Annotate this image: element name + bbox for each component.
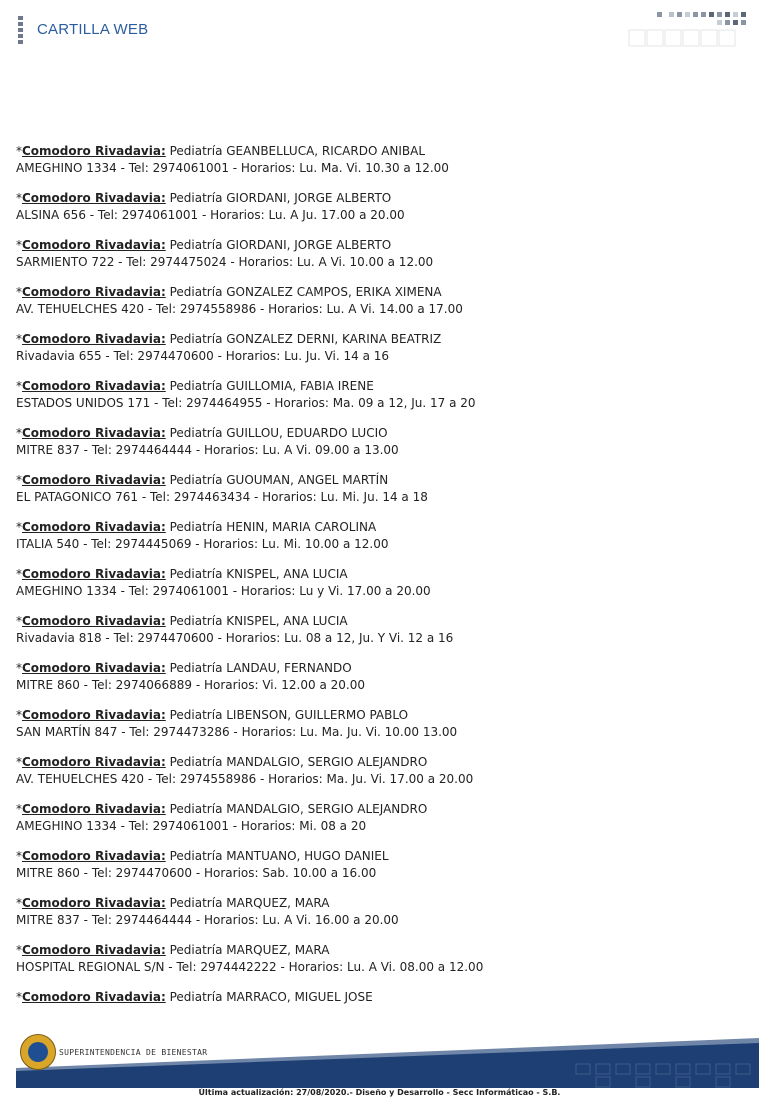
header-bar-icon — [18, 16, 23, 46]
list-item — [16, 284, 736, 331]
provider-name: GUOUMAN, ANGEL MARTÍN — [226, 473, 389, 487]
provider-details: MITRE 837 - Tel: 2974464444 - Horarios: Lu. A Vi. 16.00 a 20.00 — [16, 913, 399, 927]
provider-details: MITRE 860 - Tel: 2974470600 - Horarios: Sab. 10.00 a 16.00 — [16, 866, 377, 880]
specialty-label: Pediatría — [169, 332, 223, 346]
city-label: Comodoro Rivadavia: — [22, 426, 166, 440]
provider-details: AV. TEHUELCHES 420 - Tel: 2974558986 - Horarios: Ma. Ju. Vi. 17.00 a 20.00 — [16, 772, 474, 786]
specialty-label: Pediatría — [169, 379, 223, 393]
specialty-label: Pediatría — [169, 238, 223, 252]
city-label: Comodoro Rivadavia: — [22, 285, 166, 299]
provider-name: MANTUANO, HUGO DANIEL — [226, 849, 389, 863]
entry-heading: *Comodoro Rivadavia: Pediatría GEANBELLUCA, RICARDO ANIBAL — [16, 144, 426, 158]
provider-name: LIBENSON, GUILLERMO PABLO — [226, 708, 409, 722]
list-item — [16, 989, 736, 1036]
entry-heading: *Comodoro Rivadavia: Pediatría MARRACO, MIGUEL JOSE — [16, 990, 373, 1004]
organization-name: SUPERINTENDENCIA DE BIENESTAR — [59, 1048, 208, 1057]
provider-name: KNISPEL, ANA LUCIA — [226, 614, 348, 628]
specialty-label: Pediatría — [169, 755, 223, 769]
provider-details: SARMIENTO 722 - Tel: 2974475024 - Horarios: Lu. A Vi. 10.00 a 12.00 — [16, 255, 434, 269]
provider-details: ALSINA 656 - Tel: 2974061001 - Horarios: Lu. A Ju. 17.00 a 20.00 — [16, 208, 405, 222]
list-item — [16, 848, 736, 895]
specialty-label: Pediatría — [169, 285, 223, 299]
city-label: Comodoro Rivadavia: — [22, 943, 166, 957]
entry-heading: *Comodoro Rivadavia: Pediatría GONZALEZ CAMPOS, ERIKA XIMENA — [16, 285, 442, 299]
city-label: Comodoro Rivadavia: — [22, 849, 166, 863]
provider-details: AMEGHINO 1334 - Tel: 2974061001 - Horarios: Mi. 08 a 20 — [16, 819, 367, 833]
city-label: Comodoro Rivadavia: — [22, 614, 166, 628]
specialty-label: Pediatría — [169, 849, 223, 863]
list-item — [16, 942, 736, 989]
provider-name: MANDALGIO, SERGIO ALEJANDRO — [226, 755, 428, 769]
provider-details: Rivadavia 655 - Tel: 2974470600 - Horarios: Lu. Ju. Vi. 14 a 16 — [16, 349, 390, 363]
specialty-label: Pediatría — [169, 473, 223, 487]
provider-details: HOSPITAL REGIONAL S/N - Tel: 2974442222 - Horarios: Lu. A Vi. 08.00 a 12.00 — [16, 960, 484, 974]
city-label: Comodoro Rivadavia: — [22, 661, 166, 675]
provider-details: MITRE 837 - Tel: 2974464444 - Horarios: Lu. A Vi. 09.00 a 13.00 — [16, 443, 399, 457]
specialty-label: Pediatría — [169, 802, 223, 816]
entry-heading: *Comodoro Rivadavia: Pediatría MARQUEZ, MARA — [16, 896, 330, 910]
list-item — [16, 425, 736, 472]
header-decoration-icon — [627, 12, 749, 48]
list-item — [16, 237, 736, 284]
provider-details: Rivadavia 818 - Tel: 2974470600 - Horarios: Lu. 08 a 12, Ju. Y Vi. 12 a 16 — [16, 631, 454, 645]
city-label: Comodoro Rivadavia: — [22, 238, 166, 252]
provider-name: MARQUEZ, MARA — [226, 943, 330, 957]
entry-heading: *Comodoro Rivadavia: Pediatría MANDALGIO, SERGIO ALEJANDRO — [16, 755, 428, 769]
specialty-label: Pediatría — [169, 708, 223, 722]
city-label: Comodoro Rivadavia: — [22, 802, 166, 816]
specialty-label: Pediatría — [169, 614, 223, 628]
city-label: Comodoro Rivadavia: — [22, 990, 166, 1004]
provider-name: MARRACO, MIGUEL JOSE — [226, 990, 373, 1004]
organization-seal-icon — [20, 1034, 56, 1070]
provider-name: GIORDANI, JORGE ALBERTO — [226, 238, 392, 252]
provider-details: ITALIA 540 - Tel: 2974445069 - Horarios: Lu. Mi. 10.00 a 12.00 — [16, 537, 389, 551]
provider-details: AV. TEHUELCHES 420 - Tel: 2974558986 - Horarios: Lu. A Vi. 14.00 a 17.00 — [16, 302, 463, 316]
entry-heading: *Comodoro Rivadavia: Pediatría GUILLOMIA, FABIA IRENE — [16, 379, 374, 393]
footer — [16, 1030, 759, 1088]
city-label: Comodoro Rivadavia: — [22, 191, 166, 205]
provider-name: GUILLOU, EDUARDO LUCIO — [226, 426, 388, 440]
provider-name: GIORDANI, JORGE ALBERTO — [226, 191, 392, 205]
city-label: Comodoro Rivadavia: — [22, 144, 166, 158]
entry-heading: *Comodoro Rivadavia: Pediatría GONZALEZ DERNI, KARINA BEATRIZ — [16, 332, 442, 346]
city-label: Comodoro Rivadavia: — [22, 567, 166, 581]
list-item — [16, 378, 736, 425]
city-label: Comodoro Rivadavia: — [22, 473, 166, 487]
provider-details: SAN MARTÍN 847 - Tel: 2974473286 - Horarios: Lu. Ma. Ju. Vi. 10.00 13.00 — [16, 725, 458, 739]
entry-heading: *Comodoro Rivadavia: Pediatría LANDAU, FERNANDO — [16, 661, 352, 675]
list-item — [16, 472, 736, 519]
entry-heading: *Comodoro Rivadavia: Pediatría GIORDANI, JORGE ALBERTO — [16, 238, 392, 252]
provider-details: EL PATAGONICO 761 - Tel: 2974463434 - Horarios: Lu. Mi. Ju. 14 a 18 — [16, 490, 428, 504]
provider-name: GUILLOMIA, FABIA IRENE — [226, 379, 374, 393]
city-label: Comodoro Rivadavia: — [22, 520, 166, 534]
specialty-label: Pediatría — [169, 990, 223, 1004]
provider-details: AMEGHINO 1334 - Tel: 2974061001 - Horarios: Lu. Ma. Vi. 10.30 a 12.00 — [16, 161, 449, 175]
city-label: Comodoro Rivadavia: — [22, 708, 166, 722]
specialty-label: Pediatría — [169, 896, 223, 910]
specialty-label: Pediatría — [169, 520, 223, 534]
entry-heading: *Comodoro Rivadavia: Pediatría GUILLOU, EDUARDO LUCIO — [16, 426, 388, 440]
list-item — [16, 519, 736, 566]
specialty-label: Pediatría — [169, 426, 223, 440]
list-item — [16, 143, 736, 190]
list-item — [16, 613, 736, 660]
city-label: Comodoro Rivadavia: — [22, 332, 166, 346]
city-label: Comodoro Rivadavia: — [22, 896, 166, 910]
provider-name: HENIN, MARIA CAROLINA — [226, 520, 377, 534]
provider-name: GEANBELLUCA, RICARDO ANIBAL — [226, 144, 426, 158]
entry-heading: *Comodoro Rivadavia: Pediatría HENIN, MARIA CAROLINA — [16, 520, 377, 534]
specialty-label: Pediatría — [169, 567, 223, 581]
list-item — [16, 331, 736, 378]
entry-heading: *Comodoro Rivadavia: Pediatría MARQUEZ, MARA — [16, 943, 330, 957]
specialty-label: Pediatría — [169, 144, 223, 158]
page-title: CARTILLA WEB — [37, 21, 149, 38]
provider-details: AMEGHINO 1334 - Tel: 2974061001 - Horarios: Lu y Vi. 17.00 a 20.00 — [16, 584, 431, 598]
entry-heading: *Comodoro Rivadavia: Pediatría KNISPEL, ANA LUCIA — [16, 614, 348, 628]
list-item — [16, 190, 736, 237]
last-updated-text: Última actualización: 27/08/2020.- Diseño y Desarrollo - Secc Informáticao - S.B. — [198, 1088, 561, 1097]
provider-name: LANDAU, FERNANDO — [226, 661, 352, 675]
list-item — [16, 895, 736, 942]
provider-name: GONZALEZ DERNI, KARINA BEATRIZ — [226, 332, 442, 346]
entry-heading: *Comodoro Rivadavia: Pediatría KNISPEL, ANA LUCIA — [16, 567, 348, 581]
specialty-label: Pediatría — [169, 943, 223, 957]
provider-name: MANDALGIO, SERGIO ALEJANDRO — [226, 802, 428, 816]
specialty-label: Pediatría — [169, 191, 223, 205]
provider-details: MITRE 860 - Tel: 2974066889 - Horarios: Vi. 12.00 a 20.00 — [16, 678, 365, 692]
city-label: Comodoro Rivadavia: — [22, 755, 166, 769]
entry-heading: *Comodoro Rivadavia: Pediatría MANDALGIO, SERGIO ALEJANDRO — [16, 802, 428, 816]
list-item — [16, 707, 736, 754]
provider-details: ESTADOS UNIDOS 171 - Tel: 2974464955 - Horarios: Ma. 09 a 12, Ju. 17 a 20 — [16, 396, 476, 410]
entry-heading: *Comodoro Rivadavia: Pediatría GIORDANI, JORGE ALBERTO — [16, 191, 392, 205]
provider-list — [16, 143, 736, 1036]
list-item — [16, 801, 736, 848]
footer-band-icon — [16, 1030, 759, 1088]
list-item — [16, 660, 736, 707]
entry-heading: *Comodoro Rivadavia: Pediatría LIBENSON, GUILLERMO PABLO — [16, 708, 409, 722]
city-label: Comodoro Rivadavia: — [22, 379, 166, 393]
list-item — [16, 754, 736, 801]
provider-name: MARQUEZ, MARA — [226, 896, 330, 910]
list-item — [16, 566, 736, 613]
entry-heading: *Comodoro Rivadavia: Pediatría GUOUMAN, ANGEL MARTÍN — [16, 473, 389, 487]
specialty-label: Pediatría — [169, 661, 223, 675]
entry-heading: *Comodoro Rivadavia: Pediatría MANTUANO, HUGO DANIEL — [16, 849, 389, 863]
provider-name: GONZALEZ CAMPOS, ERIKA XIMENA — [226, 285, 442, 299]
provider-name: KNISPEL, ANA LUCIA — [226, 567, 348, 581]
